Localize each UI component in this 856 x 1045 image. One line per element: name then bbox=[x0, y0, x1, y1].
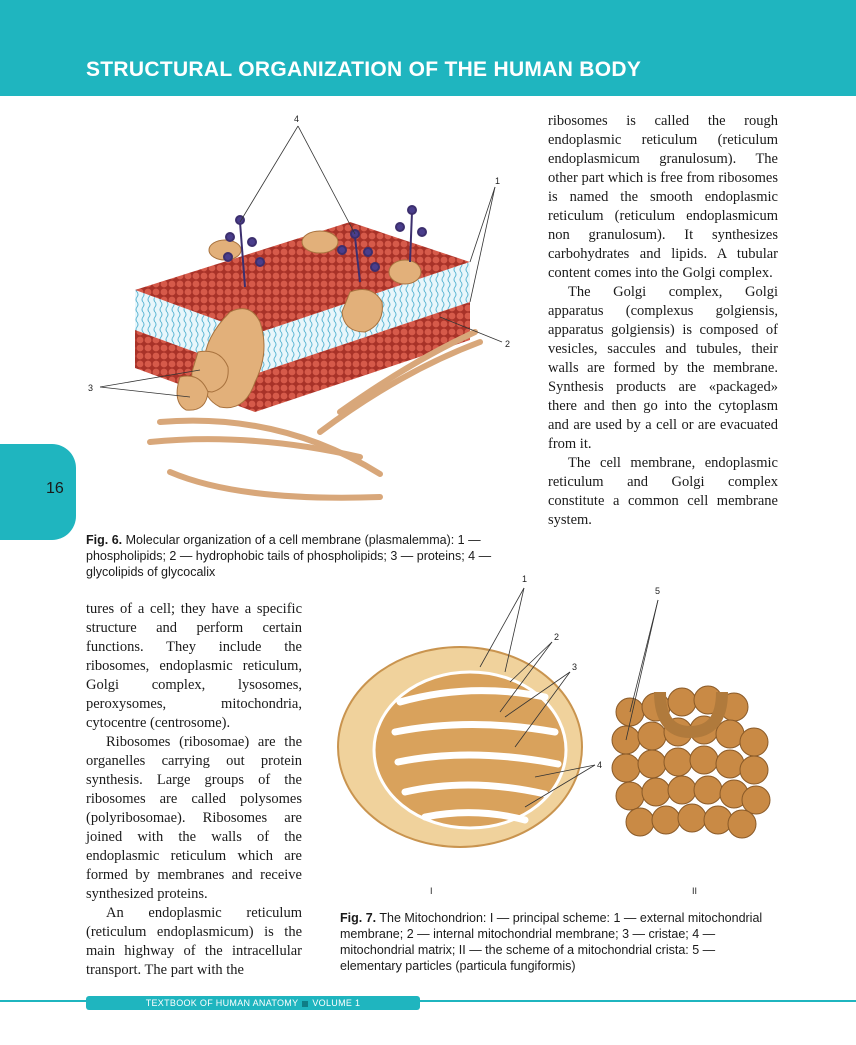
right-paragraph-3: The cell membrane, endoplasmic reticulum and Golgi complex constitute a common cell membrane system. bbox=[548, 455, 778, 528]
figure-7-caption-label: Fig. 7. bbox=[340, 911, 377, 925]
figure-7-caption bbox=[340, 910, 780, 974]
figure-6-label-1: 1 bbox=[495, 176, 501, 186]
figure-7-label-1: 1 bbox=[522, 574, 528, 584]
right-column-text bbox=[548, 112, 778, 530]
footer-volume: VOLUME 1 bbox=[312, 998, 361, 1008]
figure-7-label-3: 3 bbox=[572, 662, 578, 672]
right-paragraph-2: The Golgi complex, Golgi apparatus (complexus golgiensis, apparatus golgiensis) is composed of vesicles, saccules and tubules, their walls are formed by the membrane. Synthesis products are «packaged» there and then go into the cytoplasm and are used by a cell or are evacuated from it. bbox=[548, 284, 778, 452]
footer-separator-icon bbox=[302, 1001, 308, 1007]
page-title: STRUCTURAL ORGANIZATION OF THE HUMAN BODY bbox=[86, 58, 642, 81]
figure-6-label-2: 2 bbox=[505, 339, 511, 349]
figure-6-caption-label: Fig. 6. bbox=[86, 533, 123, 547]
mitochondrion-scheme bbox=[338, 647, 582, 847]
footer-text bbox=[86, 997, 420, 1009]
figure-6-label-4: 4 bbox=[294, 114, 300, 124]
left-paragraph-2: Ribosomes (ribosomae) are the organelles carrying out protein synthesis. Large groups of the ribosomes are called polysomes (polyribosomae). Ribosomes are joined with the walls of the endoplasmic reticulum which are formed by membranes and receive synthesized proteins. bbox=[86, 734, 302, 902]
figure-7-caption-text: The Mitochondrion: I — principal scheme: 1 — external mitochondrial membrane; 2 — internal mitochondrial membrane; 3 — cristae; 4 — mitochondrial matrix; II — the scheme of a mitochondrial crista: 5 — elementary particles (particula fungiformis) bbox=[340, 911, 763, 973]
right-paragraph-1: ribosomes is called the rough endoplasmic reticulum (reticulum endoplasmicum granulosum). The other part which is free from ribosomes is named the smooth endoplasmic reticulum (reticulum endoplasmicum non granulosum). It synthesizes carbohydrates and lipids. A tubular content comes into the Golgi complex. bbox=[548, 113, 778, 281]
page-header bbox=[0, 0, 856, 96]
page-number: 16 bbox=[46, 480, 64, 497]
left-paragraph-3: An endoplasmic reticulum (reticulum endoplasmicum) is the main highway of the intracellular transport. The part with the bbox=[86, 905, 302, 978]
crista-particles-scheme bbox=[612, 686, 770, 838]
footer-book-title: TEXTBOOK OF HUMAN ANATOMY bbox=[145, 998, 299, 1008]
left-paragraph-1: tures of a cell; they have a specific structure and perform certain functions. They include the ribosomes, endoplasmic reticulum, Golgi complex, lysosomes, peroxysomes, mitochondria, cytocentre (centrosome). bbox=[86, 601, 302, 731]
page-number-tab bbox=[0, 444, 76, 540]
figure-6-caption-text: Molecular organization of a cell membrane (plasmalemma): 1 — phospholipids; 2 — hydrophobic tails of phospholipids; 3 — proteins; 4 — glycolipids of glycocalix bbox=[86, 533, 492, 579]
figure-7-label-2: 2 bbox=[554, 632, 560, 642]
figure-7-label-5: 5 bbox=[655, 586, 661, 596]
figure-6-label-3: 3 bbox=[88, 383, 94, 393]
figure-7-mitochondrion bbox=[330, 572, 780, 902]
figure-7-sublabel-I: I bbox=[430, 886, 433, 896]
left-column-text bbox=[86, 600, 302, 980]
figure-6-cell-membrane bbox=[80, 112, 530, 522]
figure-7-sublabel-II: II bbox=[692, 886, 698, 896]
figure-7-label-4: 4 bbox=[597, 760, 603, 770]
